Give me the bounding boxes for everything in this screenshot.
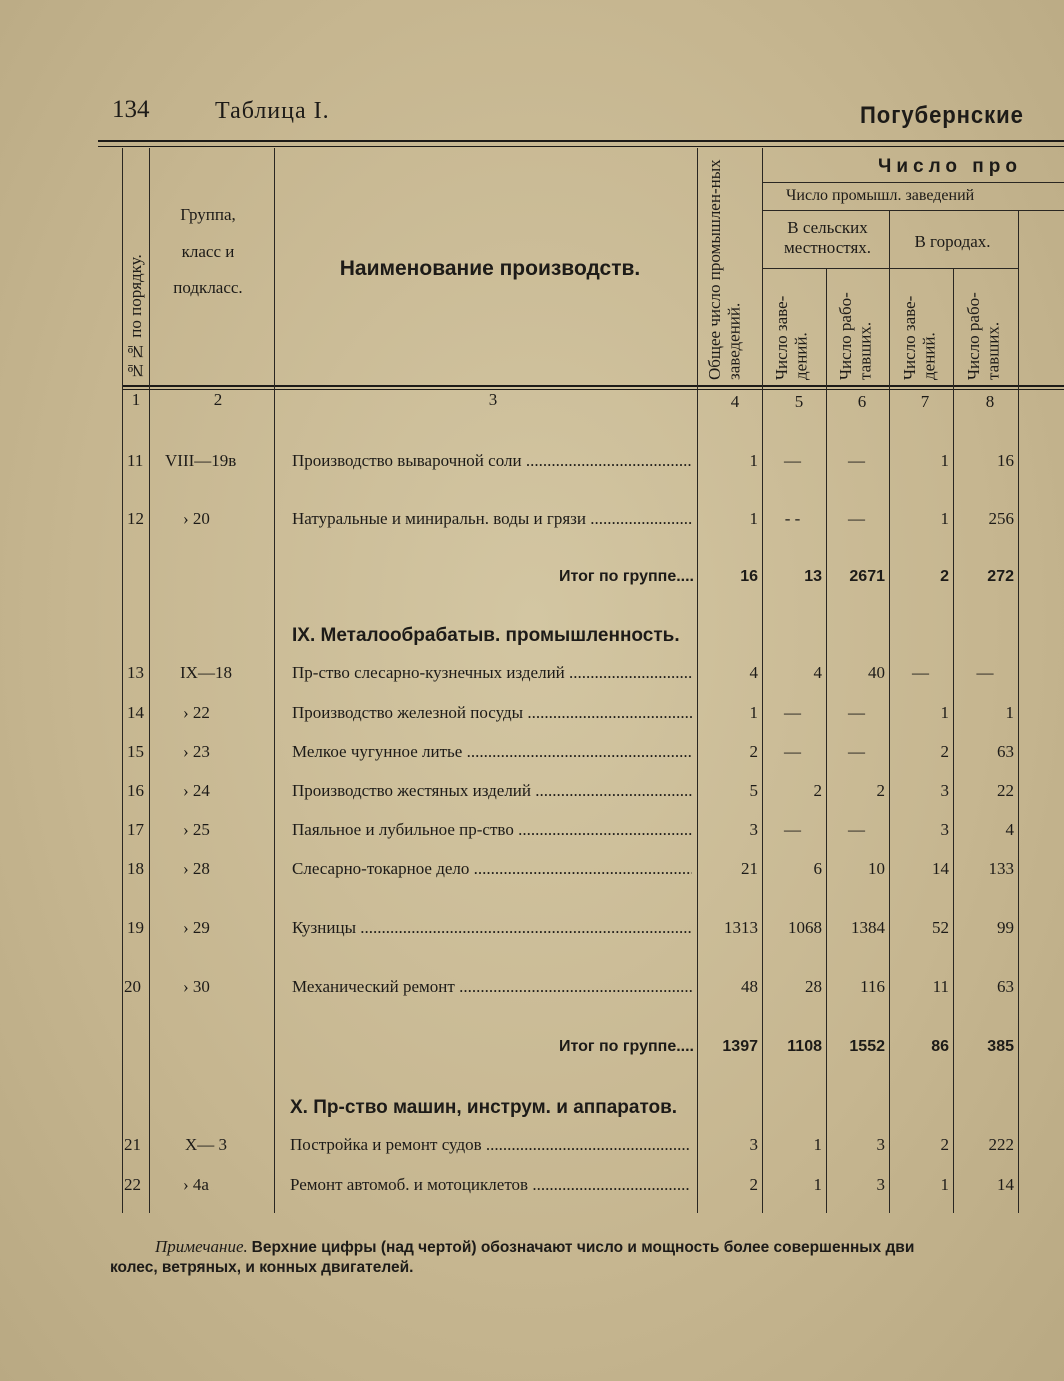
- row-group: › 23: [183, 742, 210, 761]
- cell-rural-workers: 1552: [849, 1038, 885, 1055]
- footnote-line: [110, 1258, 914, 1278]
- table-row: [0, 663, 1064, 691]
- section-title: IX. Металообрабатыв. промышленность.: [292, 625, 680, 646]
- cell-rural-estab: 1108: [787, 1038, 822, 1055]
- cell-urban-estab: 3: [940, 781, 949, 800]
- table-row: [0, 509, 1064, 537]
- cell-urban-workers: 272: [987, 568, 1014, 585]
- header-rule-thin: [122, 389, 1064, 390]
- header-urban-estab: Число заве-дений.: [900, 295, 939, 380]
- cell-rural-estab: 1068: [788, 918, 822, 937]
- cell-rural-estab: —: [784, 703, 801, 722]
- cell-urban-estab: 1: [940, 451, 949, 470]
- cell-total: 5: [749, 781, 758, 800]
- cell-urban-workers: 99: [997, 918, 1014, 937]
- row-number: 22: [124, 1175, 141, 1194]
- cell-rural-estab: 28: [805, 977, 822, 996]
- cell-urban-estab: 2: [940, 568, 949, 585]
- cell-urban-estab: 1: [940, 509, 949, 528]
- cell-total: 4: [749, 663, 758, 682]
- cell-rural-workers: 2: [876, 781, 885, 800]
- row-group: VIII—19в: [165, 451, 237, 470]
- cell-rural-workers: —: [848, 451, 865, 470]
- cell-rural-workers: —: [848, 742, 865, 761]
- table-row: [0, 1175, 1064, 1203]
- row-name: Пр-ство слесарно-кузнечных изделий .....: [292, 663, 692, 683]
- cell-total: 3: [749, 1135, 758, 1154]
- table-row: [0, 918, 1064, 946]
- group-rule: [762, 268, 1018, 269]
- total-label: Итог по группе....: [558, 1038, 694, 1055]
- col-number: 6: [857, 392, 867, 411]
- col-number: 7: [920, 392, 930, 411]
- cell-urban-estab: 1: [940, 1175, 949, 1194]
- row-group: › 24: [183, 781, 210, 800]
- cell-total: 1: [749, 509, 758, 528]
- header-rural: В сельских местностях.: [783, 218, 872, 258]
- footnote: [110, 1236, 915, 1278]
- row-number: 14: [127, 703, 144, 722]
- col-number: 3: [488, 390, 498, 409]
- cell-rural-workers: —: [848, 820, 865, 839]
- cell-rural-workers: 2671: [849, 568, 885, 585]
- col-number: 5: [794, 392, 804, 411]
- table-row: [0, 1135, 1064, 1163]
- cell-total: 1: [749, 703, 758, 722]
- col-number: 4: [730, 392, 740, 411]
- total-row: [0, 1038, 1064, 1066]
- table-row: [0, 859, 1064, 887]
- row-number: 12: [127, 509, 144, 528]
- row-number: 18: [127, 859, 144, 878]
- header-total: Общее число промышлен-ных заведений.: [705, 159, 744, 380]
- cell-urban-workers: 16: [997, 451, 1014, 470]
- row-group: IX—18: [180, 663, 232, 682]
- cell-rural-estab: —: [784, 451, 801, 470]
- cell-urban-workers: 4: [1005, 820, 1014, 839]
- table-row: [0, 977, 1064, 1005]
- cell-rural-estab: 6: [813, 859, 822, 878]
- cell-urban-workers: 22: [997, 781, 1014, 800]
- footnote-text: Верхние цифры (над чертой) обозначают число и мощность более совершенных дви: [251, 1239, 915, 1256]
- header-group-line: Группа,: [180, 205, 236, 224]
- cell-urban-workers: —: [976, 663, 994, 682]
- row-number: 19: [127, 918, 144, 937]
- row-number: 20: [124, 977, 141, 996]
- row-name: Механический ремонт .....: [292, 977, 692, 997]
- cell-urban-estab: 52: [932, 918, 949, 937]
- table-row: [0, 451, 1064, 479]
- total-row: [0, 568, 1064, 596]
- cell-rural-workers: 3: [876, 1135, 885, 1154]
- cell-rural-estab: 4: [813, 663, 822, 682]
- col-number: 8: [985, 392, 995, 411]
- row-number: 21: [124, 1135, 141, 1154]
- cell-urban-estab: 3: [940, 820, 949, 839]
- cell-urban-workers: 1: [1005, 703, 1014, 722]
- table-row: [0, 703, 1064, 731]
- cell-urban-estab: 86: [931, 1038, 949, 1055]
- header-name: Наименование производств.: [339, 257, 641, 280]
- header-group: [158, 203, 258, 301]
- table-title: Таблица I.: [215, 98, 330, 124]
- cell-total: 2: [749, 1175, 758, 1194]
- header-urban: В городах.: [914, 232, 991, 251]
- header-top-span: Число про: [878, 156, 1022, 177]
- row-group: › 25: [183, 820, 210, 839]
- cell-urban-estab: 1: [940, 703, 949, 722]
- total-label: Итог по группе....: [558, 568, 694, 585]
- row-number: 15: [127, 742, 144, 761]
- section-title: X. Пр-ство машин, инструм. и аппаратов.: [290, 1097, 678, 1118]
- cell-urban-estab: —: [912, 663, 929, 682]
- row-name: Производство железной посуды .....: [292, 703, 692, 723]
- header-group-line: класс и: [181, 241, 235, 261]
- cell-urban-estab: 14: [932, 859, 949, 878]
- span-rule: [762, 182, 1064, 183]
- cell-urban-workers: 133: [988, 859, 1014, 878]
- cell-urban-estab: 2: [940, 742, 949, 761]
- cell-rural-estab: - -: [784, 509, 801, 528]
- section-row: [0, 1097, 1064, 1125]
- cell-rural-estab: 2: [813, 781, 822, 800]
- cell-total: 1313: [724, 918, 758, 937]
- col-number: 1: [131, 390, 141, 409]
- cell-rural-workers: —: [848, 509, 865, 528]
- cell-rural-estab: 13: [804, 568, 822, 585]
- cell-rural-workers: 3: [876, 1175, 885, 1194]
- cell-rural-workers: 40: [868, 663, 885, 682]
- row-group: › 28: [183, 859, 210, 878]
- cell-rural-estab: —: [784, 820, 801, 839]
- cell-rural-estab: 1: [813, 1135, 822, 1154]
- cell-total: 16: [740, 568, 758, 585]
- row-name: Паяльное и лубильное пр-ство .....: [292, 820, 692, 840]
- cell-urban-estab: 2: [940, 1135, 949, 1154]
- row-number: 17: [127, 820, 144, 839]
- cell-rural-estab: 1: [813, 1175, 822, 1194]
- row-group: › 29: [183, 918, 210, 937]
- row-name: Слесарно-токарное дело .....: [292, 859, 692, 879]
- footnote-label: Примечание.: [155, 1237, 248, 1256]
- page-number: 134: [112, 96, 150, 123]
- header-rural-workers: Число рабо-тавших.: [836, 292, 875, 380]
- col-line: [826, 268, 827, 1213]
- row-number: 16: [127, 781, 144, 800]
- top-rule: [98, 140, 1064, 142]
- footnote-line: [155, 1236, 914, 1258]
- top-rule-thin: [98, 146, 1064, 147]
- cell-rural-workers: 116: [860, 977, 885, 996]
- table-row: [0, 781, 1064, 809]
- cell-urban-estab: 11: [932, 977, 949, 996]
- row-group: › 30: [183, 977, 210, 996]
- cell-rural-estab: —: [784, 742, 801, 761]
- row-number: 11: [127, 451, 144, 470]
- row-group: › 20: [183, 509, 210, 528]
- cell-total: 3: [749, 820, 758, 839]
- table-row: [0, 742, 1064, 770]
- title-right: Погубернские: [860, 102, 1024, 129]
- section-row: [0, 625, 1064, 653]
- table-row: [0, 820, 1064, 848]
- cell-total: 48: [741, 977, 758, 996]
- row-name: Производство выварочной соли .....: [292, 451, 692, 471]
- header-sub-span: Число промышл. заведений: [786, 187, 975, 204]
- cell-total: 1397: [722, 1038, 758, 1055]
- cell-rural-workers: 10: [868, 859, 885, 878]
- cell-urban-workers: 63: [997, 742, 1014, 761]
- row-name: Кузницы .....: [292, 918, 692, 938]
- header-rule: [122, 385, 1064, 387]
- cell-rural-workers: 1384: [851, 918, 885, 937]
- cell-total: 21: [741, 859, 758, 878]
- cell-rural-workers: —: [848, 703, 865, 722]
- cell-urban-workers: 14: [997, 1175, 1014, 1194]
- cell-urban-workers: 222: [988, 1135, 1014, 1154]
- header-rural-estab: Число заве-дений.: [772, 295, 811, 380]
- cell-urban-workers: 385: [987, 1038, 1014, 1055]
- row-name: Ремонт автомоб. и мотоциклетов .....: [290, 1175, 690, 1195]
- col-number: 2: [213, 390, 223, 409]
- row-group: X— 3: [185, 1135, 228, 1154]
- row-group: › 4а: [183, 1175, 209, 1194]
- row-name: Постройка и ремонт судов .....: [290, 1135, 690, 1155]
- row-name: Производство жестяных изделий .....: [292, 781, 692, 801]
- cell-total: 1: [749, 451, 758, 470]
- footnote-text-2: колес, ветряных, и конных двигателей.: [110, 1259, 414, 1277]
- cell-urban-workers: 256: [988, 509, 1014, 528]
- row-name: Натуральные и миниральн. воды и грязи .....: [292, 509, 692, 529]
- header-urban-workers: Число рабо-тавших.: [964, 292, 1003, 380]
- row-group: › 22: [183, 703, 210, 722]
- cell-total: 2: [749, 742, 758, 761]
- row-number: 13: [127, 663, 144, 682]
- row-name: Мелкое чугунное литье .....: [292, 742, 692, 762]
- header-order: №№ по порядку.: [126, 254, 145, 380]
- cell-urban-workers: 63: [997, 977, 1014, 996]
- header-group-line: подкласс.: [173, 278, 243, 298]
- col-line: [953, 268, 954, 1213]
